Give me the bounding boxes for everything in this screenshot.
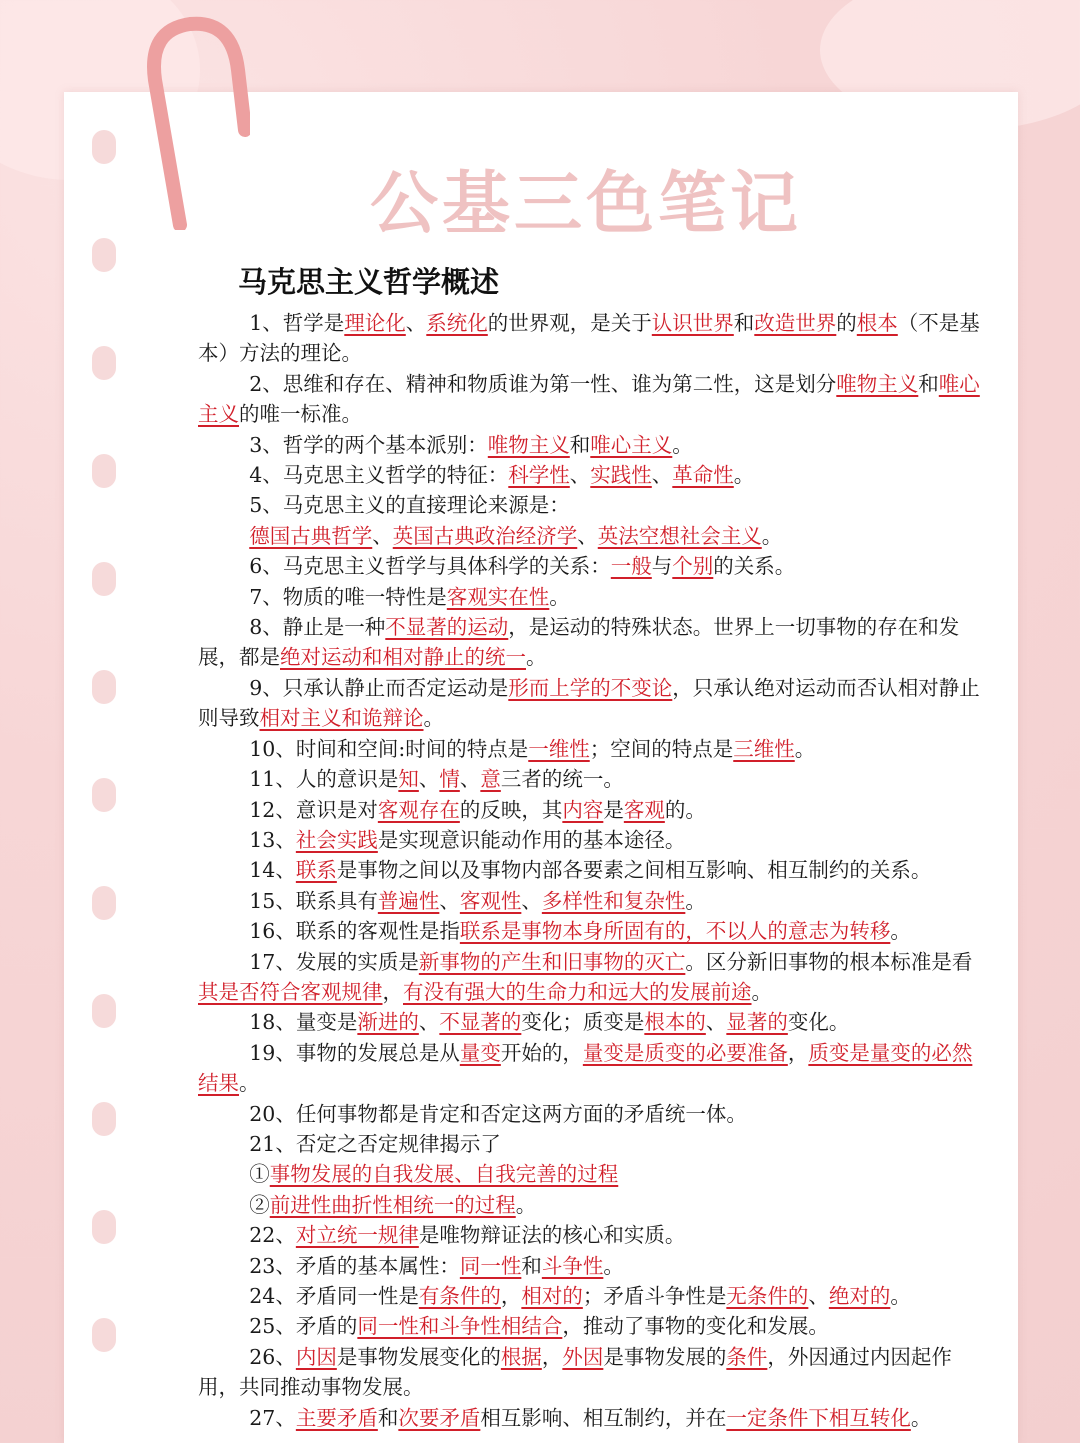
- note-text: 。: [751, 979, 772, 1004]
- key-term: 知: [398, 767, 419, 792]
- note-text: 4、马克思主义哲学的特征：: [249, 463, 509, 488]
- key-term: 新事物的产生和旧事物的灭亡: [418, 949, 686, 974]
- binder-hole: [92, 1102, 116, 1136]
- note-item: [198, 1403, 988, 1433]
- key-term: 绝对的: [828, 1284, 891, 1308]
- key-term: 量变: [459, 1040, 501, 1065]
- note-text: ②: [249, 1192, 270, 1217]
- note-text: 的世界观，是关于: [487, 311, 652, 335]
- key-term: 系统化: [426, 311, 488, 335]
- note-item: [198, 1281, 988, 1311]
- note-text: 8、静止是一种: [249, 615, 386, 640]
- note-text: 、: [459, 767, 481, 792]
- key-term: 绝对运动和相对静止的统一: [280, 645, 526, 670]
- key-term: 根本的: [644, 1010, 706, 1035]
- note-text: 的关系。: [713, 554, 796, 579]
- key-term: 一维性: [528, 736, 590, 761]
- key-term: 客观存在: [377, 797, 460, 822]
- note-item: [198, 1129, 988, 1159]
- note-text: 26、: [249, 1344, 296, 1369]
- note-item: [198, 734, 988, 764]
- binder-holes: [92, 130, 118, 1430]
- key-term: 事物发展的自我发展、自我完善的过程: [269, 1162, 619, 1187]
- note-item: [198, 1311, 988, 1341]
- binder-hole: [92, 562, 116, 596]
- note-text: 和: [377, 1405, 399, 1430]
- note-text: 。: [672, 432, 693, 457]
- note-text: 9、只承认静止而否定运动是: [249, 675, 509, 700]
- note-text: 25、矛盾的: [249, 1314, 358, 1339]
- note-text: 。: [549, 584, 570, 609]
- note-text: 10、时间和空间:时间的特点是: [249, 736, 529, 761]
- key-term: 情: [439, 767, 460, 792]
- key-term: 不显著的: [439, 1010, 522, 1035]
- key-term: 客观: [623, 797, 665, 822]
- note-text: 与: [651, 554, 673, 579]
- paperclip-icon: [140, 10, 250, 230]
- note-text: 、: [705, 1010, 727, 1035]
- note-text: 18、量变是: [249, 1010, 358, 1035]
- key-term: 客观性: [459, 888, 522, 913]
- note-item: [198, 886, 988, 916]
- note-item: [198, 947, 988, 1008]
- note-text: 11、人的意识是: [249, 767, 399, 792]
- note-text: 3、哲学的两个基本派别：: [249, 432, 488, 457]
- page-title: 公基三色笔记: [370, 165, 803, 244]
- note-text: 的。: [664, 797, 706, 822]
- note-text: ，: [541, 1344, 563, 1369]
- note-text: 。: [423, 706, 444, 731]
- note-text: 15、联系具有: [249, 888, 378, 913]
- note-text: 。: [733, 463, 755, 488]
- binder-hole: [92, 238, 116, 272]
- binder-hole: [92, 1318, 116, 1352]
- note-text: 。: [890, 1284, 911, 1308]
- note-text: 、: [651, 463, 673, 488]
- note-text: 。: [794, 736, 816, 761]
- note-text: ，只承认绝对运动而否认相对静止则导致: [198, 675, 980, 731]
- note-item: [198, 1099, 988, 1129]
- key-term: 主要矛盾: [295, 1405, 378, 1430]
- note-text: 、: [521, 888, 542, 913]
- note-text: ，推动了事物的变化和发展。: [562, 1314, 829, 1339]
- note-text: 7、物质的唯一特性是: [249, 584, 447, 609]
- key-term: 革命性: [672, 463, 734, 488]
- note-text: 的唯一标准。: [239, 402, 362, 427]
- binder-hole: [92, 670, 116, 704]
- key-term: 有条件的: [418, 1284, 501, 1308]
- note-text: 。: [239, 1071, 260, 1096]
- key-term: 渐进的: [357, 1010, 419, 1035]
- key-term: 根据: [500, 1344, 542, 1369]
- note-text: 的: [836, 311, 857, 335]
- key-term: 客观实在性: [446, 584, 550, 609]
- key-term: 对立统一规律: [295, 1223, 419, 1248]
- binder-hole: [92, 994, 116, 1028]
- key-term: 内因: [295, 1344, 337, 1369]
- note-text: 。: [526, 645, 547, 670]
- note-text: ，是运动的特殊状态。世界上一切事物的存在和发展，都是: [198, 615, 960, 670]
- key-term: 多样性和复杂性: [541, 888, 686, 913]
- note-item: [198, 369, 988, 430]
- note-text: 、: [418, 1010, 440, 1035]
- key-term: 联系: [295, 858, 337, 883]
- note-text: 1、哲学是: [249, 311, 345, 335]
- key-term: 相对主义和诡辩论: [259, 706, 424, 731]
- note-item: [198, 490, 988, 520]
- key-term: 唯心主义: [198, 371, 980, 427]
- binder-hole: [92, 1210, 116, 1244]
- binder-hole: [92, 454, 116, 488]
- key-term: 有没有强大的生命力和远大的发展前途: [403, 979, 752, 1004]
- note-text: 是实现意识能动作用的基本途径。: [377, 827, 686, 852]
- note-text: 5、马克思主义的直接理论来源是：: [249, 493, 570, 518]
- key-term: 一般: [610, 554, 652, 579]
- note-item: [198, 551, 988, 581]
- note-item: [198, 582, 988, 612]
- note-text: 是事物发展的: [603, 1344, 727, 1369]
- key-term: 唯物主义: [836, 371, 919, 396]
- note-item: [198, 521, 988, 551]
- note-item: [198, 1007, 988, 1037]
- key-term: 个别: [672, 554, 714, 579]
- note-text: 。区分新旧事物的根本标准是看: [685, 949, 973, 974]
- note-text: 、: [808, 1284, 829, 1308]
- note-text: 变化；质变是: [521, 1010, 645, 1035]
- key-term: 社会实践: [295, 827, 378, 852]
- key-term: 科学性: [508, 463, 570, 488]
- key-term: 三维性: [733, 736, 795, 761]
- note-text: 三者的统一。: [500, 767, 624, 792]
- note-item: [198, 430, 988, 460]
- note-text: 和: [918, 371, 939, 396]
- key-term: 理论化: [344, 311, 406, 335]
- key-term: 认识世界: [651, 311, 734, 335]
- note-text: 是事物发展变化的: [336, 1344, 501, 1369]
- note-text: 。: [685, 888, 706, 913]
- note-text: ，外因通过内因起作用，共同推动事物发展。: [198, 1344, 952, 1400]
- note-text: 。: [603, 1253, 624, 1278]
- note-text: 12、意识是对: [249, 797, 378, 822]
- note-text: 16、联系的客观性是指: [249, 919, 460, 944]
- note-text: ；矛盾斗争性是: [582, 1284, 727, 1308]
- note-item: [198, 825, 988, 855]
- note-item: [198, 1159, 988, 1189]
- note-text: 是唯物辩证法的核心和实质。: [418, 1223, 686, 1248]
- note-text: 相互影响、相互制约，并在: [480, 1405, 727, 1430]
- key-term: 英国古典政治经济学: [392, 523, 578, 548]
- key-term: 前进性曲折性相统一的过程: [269, 1192, 516, 1217]
- key-term: 同一性: [459, 1253, 522, 1278]
- key-term: 实践性: [590, 463, 652, 488]
- binder-hole: [92, 346, 116, 380]
- key-term: 英法空想社会主义: [597, 523, 762, 548]
- note-text: 27、: [249, 1405, 296, 1430]
- key-term: 外因: [562, 1344, 604, 1369]
- key-term: 无条件的: [726, 1284, 809, 1308]
- note-item: [198, 308, 988, 369]
- note-text: ，: [787, 1040, 809, 1065]
- note-text: 和: [569, 432, 591, 457]
- notes-body: [198, 308, 988, 1433]
- key-term: 普遍性: [377, 888, 440, 913]
- note-text: 14、: [249, 858, 296, 883]
- key-term: 唯心主义: [590, 432, 673, 457]
- note-text: 是事物之间以及事物内部各要素之间相互影响、相互制约的关系。: [336, 858, 932, 883]
- note-text: 17、发展的实质是: [249, 949, 419, 974]
- note-item: [198, 795, 988, 825]
- note-text: 开始的，: [500, 1040, 583, 1065]
- key-term: 内容: [562, 797, 604, 822]
- key-term: 条件: [726, 1344, 768, 1369]
- key-term: 改造世界: [754, 311, 837, 335]
- note-text: 。: [890, 919, 911, 944]
- note-text: 23、矛盾的基本属性：: [249, 1253, 460, 1278]
- note-text: 变化。: [787, 1010, 850, 1035]
- note-text: 和: [521, 1253, 542, 1278]
- key-term: 同一性和斗争性相结合: [357, 1314, 563, 1339]
- key-term: 次要矛盾: [398, 1405, 481, 1430]
- note-text: 和: [733, 311, 755, 335]
- key-term: 斗争性: [541, 1253, 604, 1278]
- note-item: [198, 916, 988, 946]
- note-text: 21、否定之否定规律揭示了: [249, 1131, 501, 1156]
- note-item: [198, 1190, 988, 1220]
- key-term: 唯物主义: [487, 432, 570, 457]
- note-text: 。: [910, 1405, 932, 1430]
- binder-hole: [92, 130, 116, 164]
- note-text: 的反映，其: [459, 797, 563, 822]
- note-text: 、: [418, 767, 440, 792]
- key-term: 显著的: [726, 1010, 788, 1035]
- key-term: 不显著的运动: [385, 615, 509, 640]
- binder-hole: [92, 778, 116, 812]
- note-text: 、: [372, 523, 393, 548]
- note-text: ；空间的特点是: [589, 736, 734, 761]
- note-text: 22、: [249, 1223, 296, 1248]
- binder-hole: [92, 886, 116, 920]
- note-text: 。: [761, 523, 783, 548]
- key-term: 质变是量变的必然结果: [198, 1040, 973, 1096]
- note-text: ，: [382, 979, 403, 1004]
- key-term: 相对的: [521, 1284, 583, 1308]
- note-item: [198, 1038, 988, 1099]
- key-term: 一定条件下相互转化: [726, 1405, 911, 1430]
- note-text: 6、马克思主义哲学与具体科学的关系：: [249, 554, 611, 579]
- note-text: 24、矛盾同一性是: [249, 1284, 419, 1308]
- note-text: （不是基本）方法的理论。: [198, 311, 980, 366]
- note-text: 。: [515, 1192, 537, 1217]
- note-item: [198, 1342, 988, 1403]
- key-term: 根本: [856, 311, 898, 335]
- note-item: [198, 764, 988, 794]
- note-text: 13、: [249, 827, 296, 852]
- note-item: [198, 460, 988, 490]
- note-text: 、: [405, 311, 427, 335]
- key-term: 联系是事物本身所固有的，不以人的意志为转移: [459, 919, 891, 944]
- section-heading: 马克思主义哲学概述: [238, 265, 500, 299]
- note-text: ①: [249, 1162, 270, 1187]
- note-text: 、: [577, 523, 598, 548]
- key-term: 量变是质变的必要准备: [582, 1040, 788, 1065]
- note-item: [198, 673, 988, 734]
- key-term: 德国古典哲学: [249, 523, 373, 548]
- note-text: ，: [500, 1284, 522, 1308]
- note-text: 19、事物的发展总是从: [249, 1040, 460, 1065]
- key-term: 意: [480, 767, 501, 792]
- note-text: 20、任何事物都是肯定和否定这两方面的矛盾统一体。: [249, 1101, 747, 1126]
- note-text: 、: [569, 463, 591, 488]
- note-item: [198, 855, 988, 885]
- note-item: [198, 612, 988, 673]
- note-text: 、: [439, 888, 460, 913]
- key-term: 形而上学的不变论: [508, 675, 673, 700]
- note-text: 2、思维和存在、精神和物质谁为第一性、谁为第二性，这是划分: [249, 371, 837, 396]
- note-item: [198, 1220, 988, 1250]
- note-item: [198, 1251, 988, 1281]
- key-term: 其是否符合客观规律: [198, 979, 383, 1004]
- note-text: 是: [603, 797, 624, 822]
